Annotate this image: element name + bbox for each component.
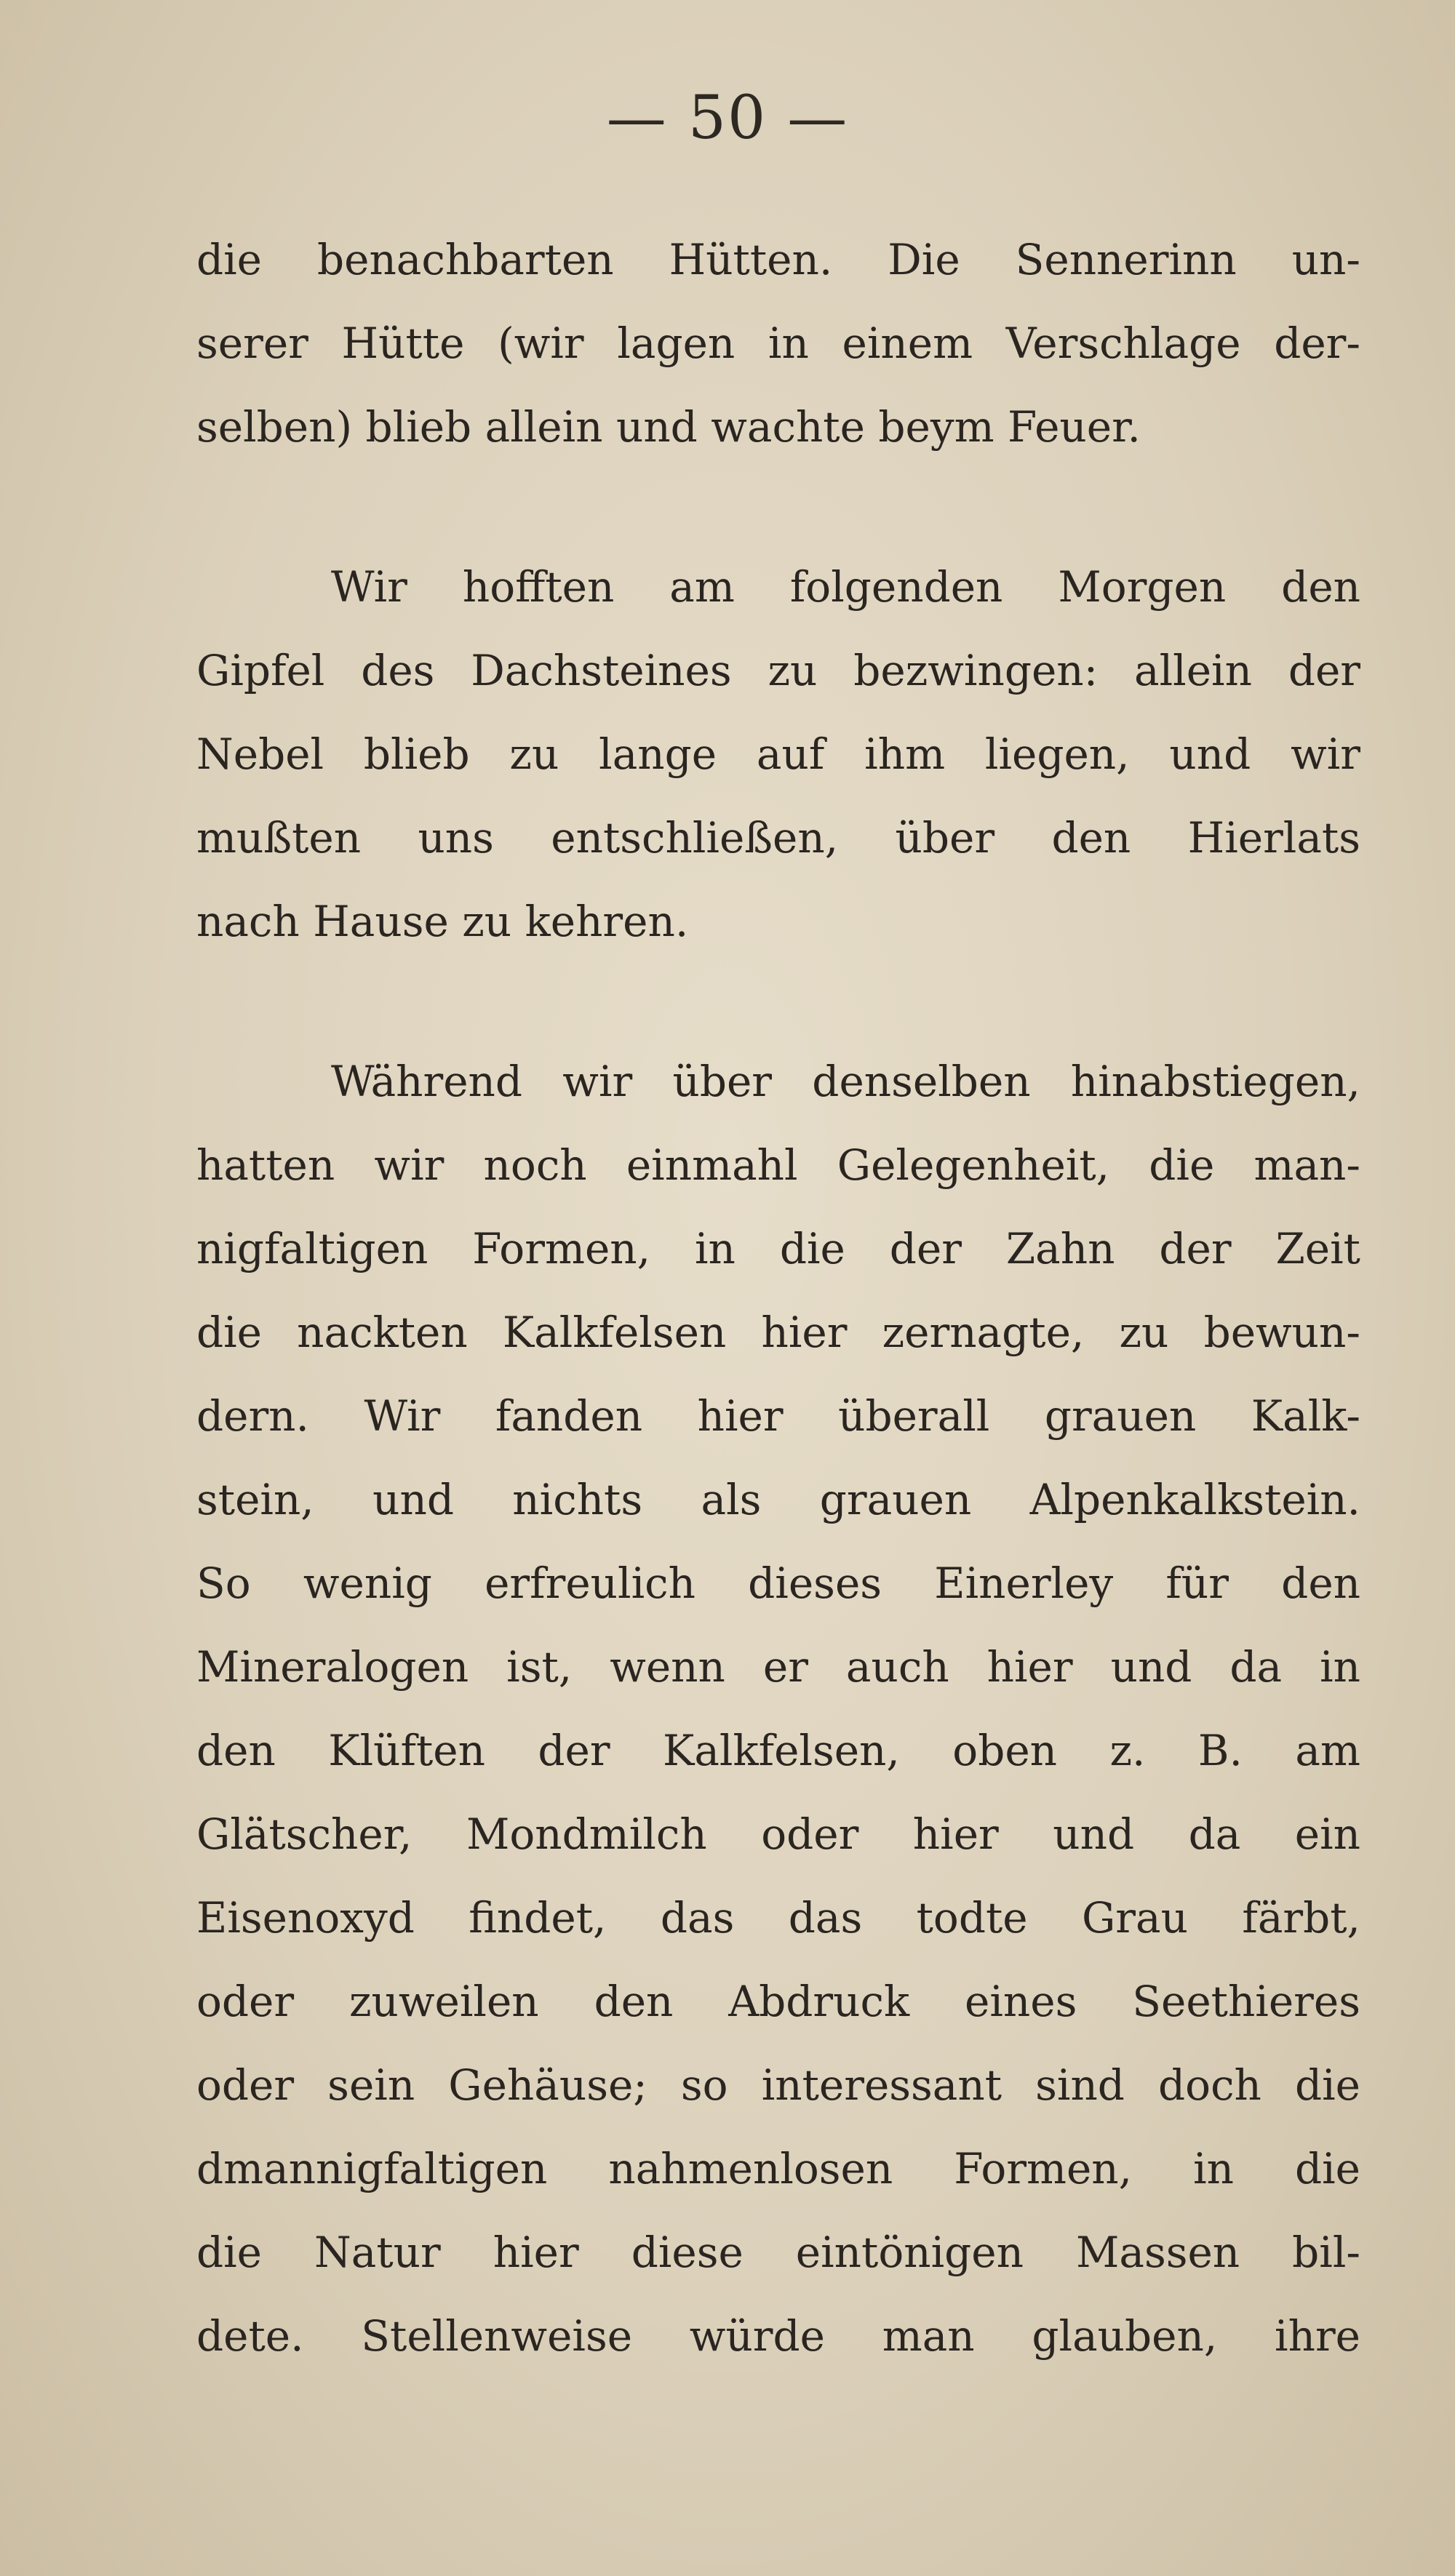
paragraph-2	[196, 545, 1360, 964]
text-line: Gipfel des Dachsteines zu bezwingen: allein der	[196, 646, 1360, 695]
text-line: die nackten Kalkfelsen hier zernagte, zu bewun-	[196, 1308, 1360, 1357]
paragraph-3	[196, 1040, 1360, 2378]
page-number: — 50 —	[606, 84, 849, 153]
text-line: dern. Wir fanden hier überall grauen Kalk-	[196, 1391, 1360, 1441]
text-line: serer Hütte (wir lagen in einem Verschlage der-	[196, 319, 1360, 368]
text-line: Während wir über denselben hinabstiegen,	[331, 1057, 1360, 1106]
text-line: Eisenoxyd findet, das das todte Grau färbt,	[196, 1893, 1360, 1943]
text-line: Glätscher, Mondmilch oder hier und da ein	[196, 1809, 1360, 1859]
text-line: stein, und nichts als grauen Alpenkalkstein.	[196, 1475, 1360, 1524]
text-line: selben) blieb allein und wachte beym Feuer.	[196, 402, 1141, 452]
text-line: nach Hause zu kehren.	[196, 897, 689, 946]
text-line: oder zuweilen den Abdruck eines Seethieres	[196, 1977, 1360, 2026]
text-line: Nebel blieb zu lange auf ihm liegen, und wir	[196, 729, 1360, 779]
text-line: So wenig erfreulich dieses Einerley für den	[196, 1559, 1360, 1608]
text-line: die benachbarten Hütten. Die Sennerinn un-	[196, 235, 1360, 284]
text-line: oder sein Gehäuse; so interessant sind doch die	[196, 2060, 1360, 2110]
text-line: nigfaltigen Formen, in die der Zahn der Zeit	[196, 1224, 1360, 1273]
text-line: dmannigfaltigen nahmenlosen Formen, in die	[196, 2144, 1360, 2193]
text-line: Wir hofften am folgenden Morgen den	[331, 562, 1360, 612]
text-line: mußten uns entschließen, über den Hierlats	[196, 813, 1360, 863]
text-line: Mineralogen ist, wenn er auch hier und da in	[196, 1642, 1360, 1692]
text-line: hatten wir noch einmahl Gelegenheit, die man-	[196, 1140, 1360, 1190]
text-line: die Natur hier diese eintönigen Massen bil-	[196, 2228, 1360, 2277]
text-line: dete. Stellenweise würde man glauben, ihre	[196, 2311, 1360, 2361]
paragraph-1	[196, 218, 1360, 469]
text-line: den Klüften der Kalkfelsen, oben z. B. am	[196, 1726, 1360, 1775]
body-text	[196, 218, 1360, 2455]
